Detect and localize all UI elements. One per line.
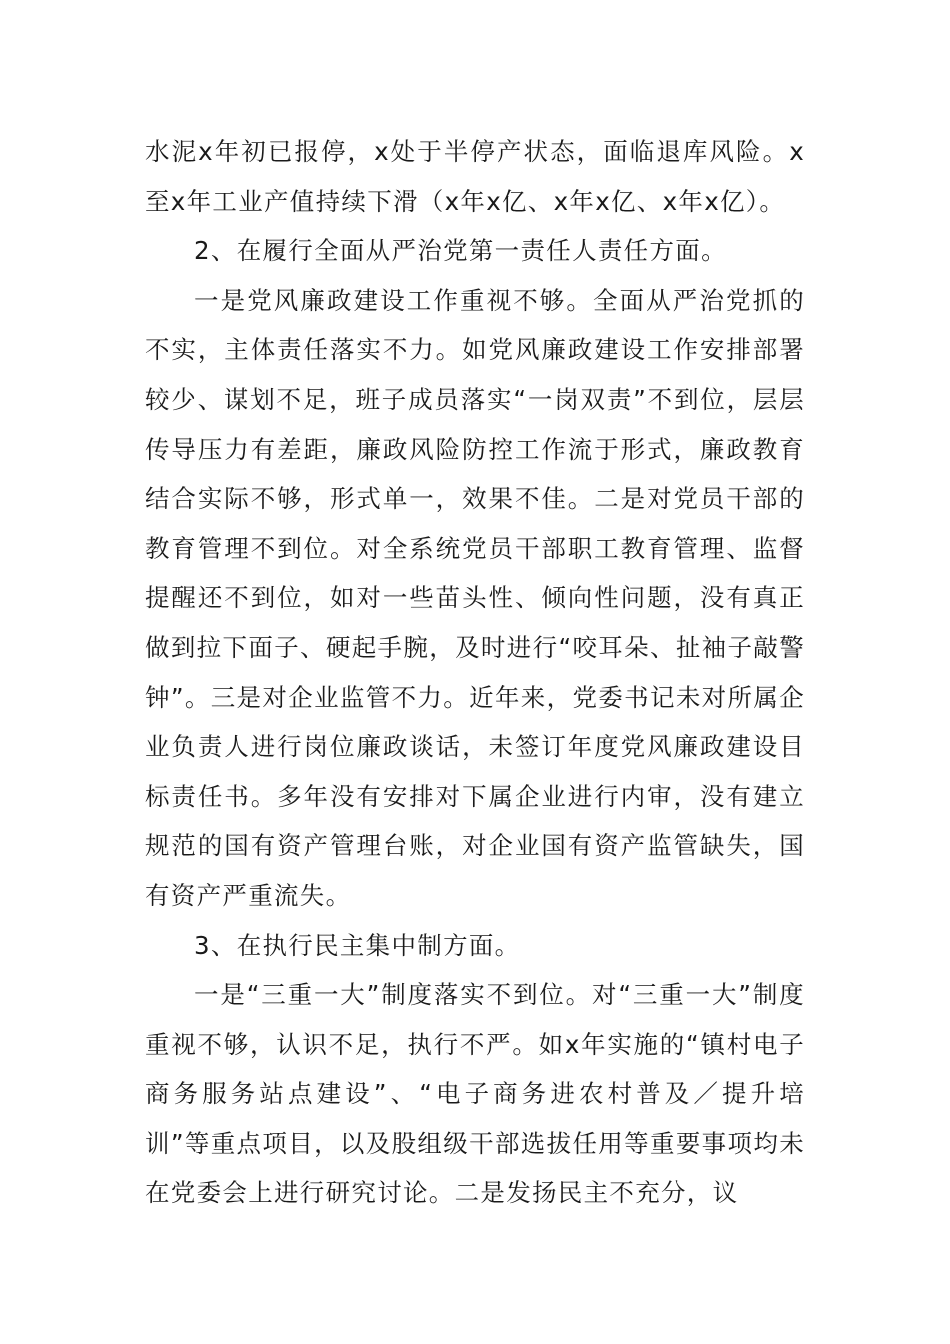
paragraph-section-2: 一是党风廉政建设工作重视不够。全面从严治党抓的不实，主体责任落实不力。如党风廉政建设工作安排部署较少、谋划不足，班子成员落实“一岗双责”不到位，层层传导压力有差距，廉政风险防控工作流于形式，廉政教育结合实际不够，形式单一，效果不佳。二是对党员干部的教育管理不到位。对全系统党员干部职工教育管理、监督提醒还不到位，如对一些苗头性、倾向性问题，没有真正做到拉下面子、硬起手腕，及时进行“咬耳朵、扯袖子敲警钟”。三是对企业监管不力。近年来，党委书记未对所属企业负责人进行岗位廉政谈话，未签订年度党风廉政建设目标责任书。多年没有安排对下属企业进行内审，没有建立规范的国有资产管理台账，对企业国有资产监管缺失，国有资产严重流失。 (145, 285, 805, 910)
document-body (145, 127, 805, 1218)
paragraph-section-3: 一是“三重一大”制度落实不到位。对“三重一大”制度重视不够，认识不足，执行不严。如x年实施的“镇村电子商务服务站点建设”、“电子商务进农村普及／提升培训”等重点项目，以及股组级干部选拔任用等重要事项均未在党委会上进行研究讨论。二是发扬民主不充分，议 (145, 980, 805, 1208)
section-heading-3: 3、在执行民主集中制方面。 (194, 930, 521, 960)
paragraph-continuation: 水泥x年初已报停，x处于半停产状态，面临退库风险。x至x年工业产值持续下滑（x年x亿、x年x亿、x年x亿）。 (145, 137, 805, 216)
section-heading-2: 2、在履行全面从严治党第一责任人责任方面。 (194, 236, 727, 266)
